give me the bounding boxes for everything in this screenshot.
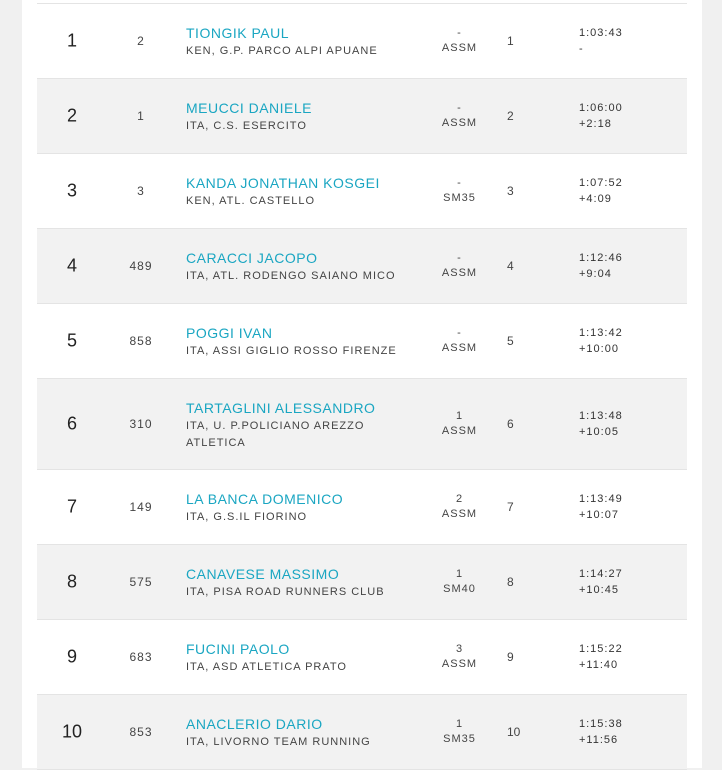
athlete-club: KEN, G.P. PARCO ALPI APUANE (186, 45, 378, 57)
finish-time: 1:15:38 (579, 718, 623, 730)
category-position: 6 (507, 417, 514, 431)
athlete-name-link[interactable]: FUCINI PAOLO (186, 641, 290, 657)
time-cell (579, 491, 669, 523)
athlete-name-link[interactable]: ANACLERIO DARIO (186, 716, 323, 732)
athlete-name-link[interactable]: LA BANCA DOMENICO (186, 491, 344, 507)
table-row[interactable] (37, 229, 687, 304)
table-row[interactable] (37, 79, 687, 154)
bib-number: 149 (129, 500, 153, 514)
position: 5 (66, 330, 77, 351)
results-table (37, 3, 687, 770)
athlete-club: ITA, ASD ATLETICA PRATO (186, 661, 347, 673)
table-row[interactable] (37, 695, 687, 770)
position: 10 (61, 721, 83, 742)
athlete-cell (186, 324, 416, 360)
category-code: ASSM (441, 42, 478, 54)
bib-number: 2 (137, 34, 145, 48)
athlete-name-link[interactable]: KANDA JONATHAN KOSGEI (186, 175, 380, 191)
table-row[interactable] (37, 379, 687, 470)
athlete-club: ITA, PISA ROAD RUNNERS CLUB (186, 586, 385, 598)
athlete-cell (186, 24, 416, 60)
athlete-name-link[interactable]: CARACCI JACOPO (186, 250, 318, 266)
category-cell (437, 717, 482, 747)
table-row[interactable] (37, 154, 687, 229)
time-gap: +9:04 (579, 268, 612, 280)
results-panel (22, 0, 702, 768)
athlete-club: KEN, ATL. CASTELLO (186, 195, 316, 207)
athlete-cell (186, 565, 416, 601)
table-row[interactable] (37, 620, 687, 695)
time-cell (579, 175, 669, 207)
athlete-cell (186, 99, 416, 135)
category-position: 7 (507, 500, 514, 514)
category-code: ASSM (441, 508, 478, 520)
position: 2 (66, 105, 77, 126)
bib-number: 853 (129, 725, 153, 739)
athlete-name-link[interactable]: MEUCCI DANIELE (186, 100, 313, 116)
category-rank: 1 (455, 410, 464, 422)
table-row[interactable] (37, 304, 687, 379)
category-cell (437, 326, 482, 356)
athlete-club: ITA, G.S.IL FIORINO (186, 511, 308, 523)
time-cell (579, 408, 669, 440)
position: 3 (66, 180, 77, 201)
position: 1 (66, 30, 77, 51)
bib-number: 575 (129, 575, 153, 589)
category-position: 8 (507, 575, 514, 589)
category-position: 5 (507, 334, 514, 348)
table-row[interactable] (37, 470, 687, 545)
time-gap: +10:00 (579, 343, 619, 355)
time-gap: +10:07 (579, 509, 619, 521)
finish-time: 1:15:22 (579, 643, 623, 655)
category-position: 4 (507, 259, 514, 273)
bib-number: 3 (137, 184, 145, 198)
time-gap: +10:05 (579, 426, 619, 438)
athlete-name-link[interactable]: POGGI IVAN (186, 325, 273, 341)
time-gap: - (579, 43, 584, 55)
athlete-name-link[interactable]: TIONGIK PAUL (186, 25, 289, 41)
category-rank: 3 (455, 643, 464, 655)
athlete-cell (186, 174, 416, 210)
athlete-cell (186, 490, 416, 526)
athlete-cell (186, 399, 416, 452)
category-code: ASSM (441, 342, 478, 354)
category-rank: 1 (455, 568, 464, 580)
time-cell (579, 716, 669, 748)
athlete-club: ITA, ATL. RODENGO SAIANO MICO (186, 270, 396, 282)
position: 8 (66, 571, 77, 592)
category-code: ASSM (441, 658, 478, 670)
category-cell (437, 492, 482, 522)
time-gap: +11:56 (579, 734, 619, 746)
category-cell (437, 26, 482, 56)
bib-number: 1 (137, 109, 145, 123)
category-cell (437, 251, 482, 281)
bib-number: 310 (129, 417, 153, 431)
time-cell (579, 25, 669, 57)
table-row[interactable] (37, 4, 687, 79)
category-cell (437, 101, 482, 131)
category-position: 2 (507, 109, 514, 123)
category-rank: - (457, 252, 462, 264)
athlete-name-link[interactable]: CANAVESE MASSIMO (186, 566, 340, 582)
time-gap: +10:45 (579, 584, 619, 596)
position: 4 (66, 255, 77, 276)
finish-time: 1:07:52 (579, 177, 623, 189)
category-code: SM35 (443, 192, 476, 204)
bib-number: 683 (129, 650, 153, 664)
time-cell (579, 250, 669, 282)
athlete-name-link[interactable]: TARTAGLINI ALESSANDRO (186, 400, 376, 416)
position: 9 (66, 646, 77, 667)
athlete-club: ITA, LIVORNO TEAM RUNNING (186, 736, 371, 748)
bib-number: 489 (129, 259, 153, 273)
category-code: SM35 (443, 733, 476, 745)
category-rank: - (457, 27, 462, 39)
category-cell (437, 567, 482, 597)
finish-time: 1:06:00 (579, 102, 623, 114)
category-position: 10 (507, 725, 521, 739)
category-cell (437, 409, 482, 439)
finish-time: 1:13:49 (579, 493, 623, 505)
time-gap: +4:09 (579, 193, 612, 205)
athlete-club: ITA, ASSI GIGLIO ROSSO FIRENZE (186, 345, 397, 357)
category-code: ASSM (441, 267, 478, 279)
finish-time: 1:13:42 (579, 327, 623, 339)
bib-number: 858 (129, 334, 153, 348)
category-cell (437, 176, 482, 206)
time-cell (579, 566, 669, 598)
table-row[interactable] (37, 545, 687, 620)
finish-time: 1:13:48 (579, 410, 623, 422)
athlete-club: ITA, C.S. ESERCITO (186, 120, 307, 132)
category-rank: 1 (455, 718, 464, 730)
athlete-cell (186, 715, 416, 751)
athlete-cell (186, 249, 416, 285)
category-rank: - (457, 177, 462, 189)
category-rank: - (457, 102, 462, 114)
category-code: ASSM (441, 117, 478, 129)
category-position: 3 (507, 184, 514, 198)
time-cell (579, 641, 669, 673)
time-gap: +2:18 (579, 118, 612, 130)
athlete-cell (186, 640, 416, 676)
athlete-club: ITA, U. P.POLICIANO AREZZO ATLETICA (186, 420, 365, 449)
category-rank: 2 (455, 493, 464, 505)
category-cell (437, 642, 482, 672)
category-rank: - (457, 327, 462, 339)
finish-time: 1:14:27 (579, 568, 623, 580)
category-position: 1 (507, 34, 514, 48)
time-cell (579, 325, 669, 357)
finish-time: 1:03:43 (579, 27, 623, 39)
category-code: SM40 (443, 583, 476, 595)
position: 6 (66, 413, 77, 434)
category-position: 9 (507, 650, 514, 664)
time-gap: +11:40 (579, 659, 619, 671)
finish-time: 1:12:46 (579, 252, 623, 264)
position: 7 (66, 496, 77, 517)
time-cell (579, 100, 669, 132)
category-code: ASSM (441, 425, 478, 437)
